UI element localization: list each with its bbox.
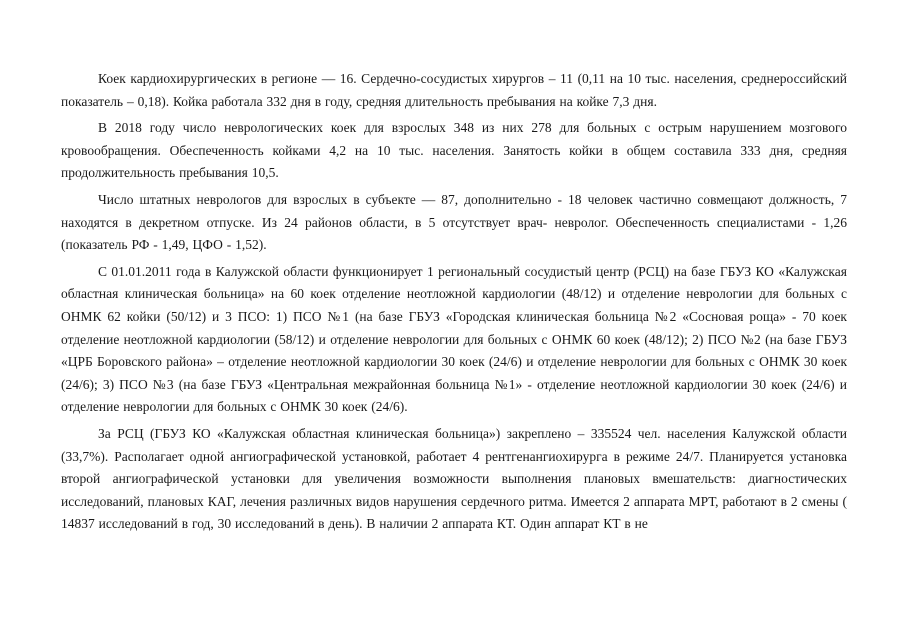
paragraph-rsc-equipment: За РСЦ (ГБУЗ КО «Калужская областная клиническая больница») закреплено – 335524 чел. населения Калужской области (33,7%). Располагает одной ангиографической установкой, работает 4 рентгенангиохирурга в режиме 24/7. Планируется установка второй ангиографической установки для увеличения возможности выполнения плановых вмешательств: диагностических исследований, плановых КАГ, лечения различных видов нарушения сердечного ритма. Имеется 2 аппарата МРТ, работают в 2 смены ( 14837 исследований в год, 30 исследований в день). В наличии 2 аппарата КТ. Один аппарат КТ в не <box>61 425 847 532</box>
paragraph-vascular-centers: С 01.01.2011 года в Калужской области функционирует 1 региональный сосудистый центр (РСЦ) на базе ГБУЗ КО «Калужская областная клиническая больница» на 60 коек отделение неотложной кардиологии (48/12) и отделение неврологии для больных с ОНМК 62 койки (50/12) и 3 ПСО: 1) ПСО №1 (на базе ГБУЗ «Городская клиническая больница №2 «Сосновая роща» - 70 коек отделение неотложной кардиологии (58/12) и отделение неврологии для больных с ОНМК 60 коек (48/12); 2) ПСО №2 (на базе ГБУЗ «ЦРБ Боровского района» – отделение неотложной кардиологии 30 коек (24/6) и отделение неврологии для больных с ОНМК 30 коек (24/6); 3) ПСО №3 (на базе ГБУЗ «Центральная межрайонная больница №1» - отделение неотложной кардиологии 30 коек (24/6) и отделение неврологии для больных с ОНМК 30 коек (24/6). <box>61 263 847 415</box>
paragraph-neurology-beds: В 2018 году число неврологических коек для взрослых 348 из них 278 для больных с острым нарушением мозгового кровообращения. Обеспеченность койками 4,2 на 10 тыс. населения. Занятость койки в общем составила 333 дня, средняя продолжительность пребывания 10,5. <box>61 120 847 181</box>
paragraph-cardiosurgery-beds: Коек кардиохирургических в регионе — 16. Сердечно-сосудистых хирургов – 11 (0,11 на 10 тыс. населения, среднероссийский показатель – 0,18). Койка работала 332 дня в году, средняя длительность пребывания на койке 7,3 дня. <box>61 71 847 109</box>
document-page <box>61 68 847 540</box>
paragraph-neurologists-staff: Число штатных неврологов для взрослых в субъекте — 87, дополнительно - 18 человек частично совмещают должность, 7 находятся в декретном отпуске. Из 24 районов области, в 5 отсутствует врач- невролог. Обеспеченность специалистами - 1,26 (показатель РФ - 1,49, ЦФО - 1,52). <box>61 191 847 253</box>
